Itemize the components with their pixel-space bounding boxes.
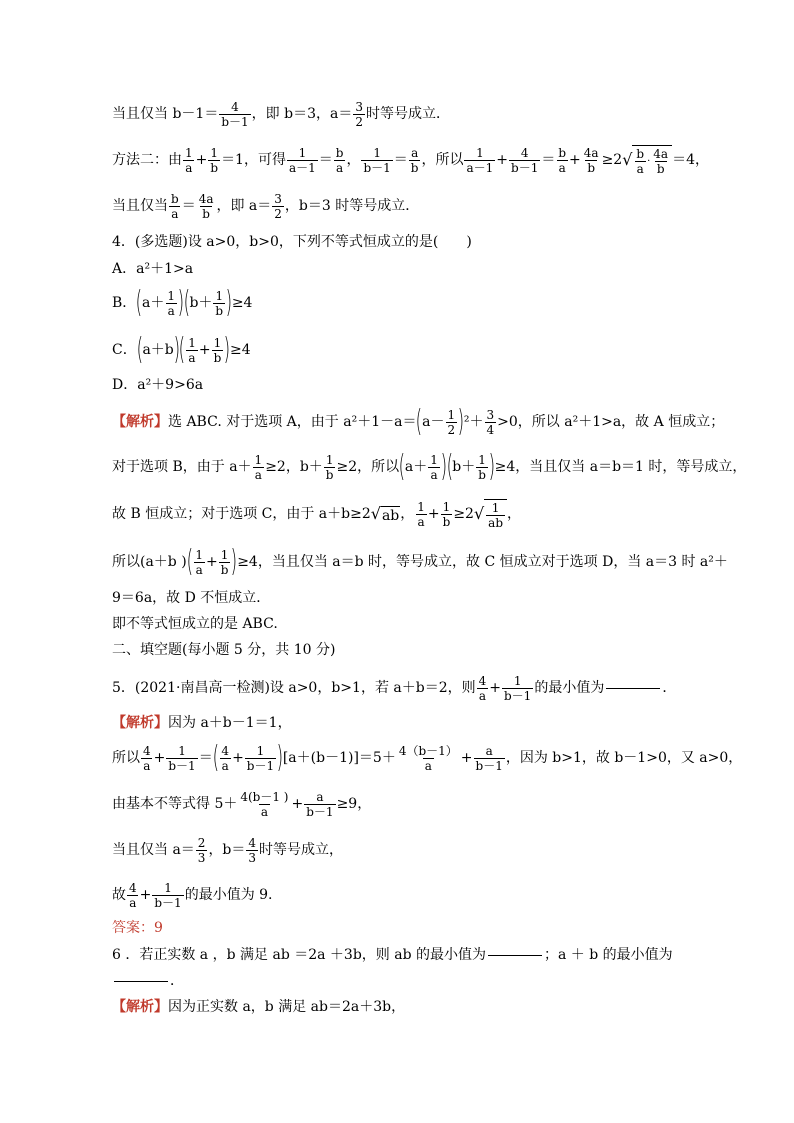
denominator: a bbox=[558, 160, 566, 175]
fraction bbox=[334, 147, 346, 174]
text: ≥4，当且仅当 a＝b 时，等号成立，故 C 恒成立对于选项 D，当 a＝3 时 a²＋ bbox=[237, 554, 728, 570]
fraction bbox=[556, 147, 568, 174]
radicand: $\frac{b}{a}$ · $\frac{4a}{b}$ bbox=[632, 145, 672, 175]
fraction bbox=[476, 454, 488, 481]
denominator: ab bbox=[488, 516, 504, 530]
fraction bbox=[246, 837, 258, 864]
text: ， bbox=[400, 506, 415, 522]
numerator: b bbox=[636, 147, 645, 161]
denominator: 2 bbox=[355, 114, 363, 129]
numerator: a bbox=[316, 789, 324, 804]
denominator: b bbox=[210, 160, 219, 175]
text: ＝ bbox=[541, 152, 556, 168]
denominator: b bbox=[202, 206, 210, 221]
fraction bbox=[502, 675, 533, 702]
fraction bbox=[127, 882, 139, 909]
numerator: 1 bbox=[167, 288, 176, 303]
answer-blank[interactable] bbox=[488, 955, 542, 956]
denominator: 3 bbox=[248, 850, 257, 865]
fraction bbox=[186, 337, 198, 364]
text: ＝ bbox=[198, 750, 213, 766]
fraction bbox=[219, 745, 231, 772]
paren-open: ( bbox=[212, 740, 219, 775]
denominator: a bbox=[171, 206, 179, 221]
denominator: b－1 bbox=[246, 758, 275, 773]
denominator: a bbox=[424, 758, 432, 773]
denominator: b－1 bbox=[475, 758, 503, 773]
paren-open: ( bbox=[183, 285, 190, 320]
denominator: a bbox=[188, 350, 196, 365]
denominator: 2 bbox=[447, 422, 456, 437]
denominator: a bbox=[185, 160, 193, 175]
fraction bbox=[634, 148, 646, 175]
radical-sign-icon: √ bbox=[622, 150, 633, 169]
text: ²＋ bbox=[463, 414, 484, 430]
fraction bbox=[304, 791, 335, 818]
denominator: a bbox=[636, 162, 644, 176]
numerator: 1 bbox=[417, 499, 425, 514]
square-root bbox=[371, 506, 401, 523]
square-root bbox=[474, 499, 507, 529]
denominator: 4 bbox=[486, 422, 495, 437]
paren-open: ( bbox=[179, 332, 186, 367]
text: 时等号成立， bbox=[259, 842, 344, 858]
fraction bbox=[212, 337, 224, 364]
numerator: 1 bbox=[185, 145, 193, 160]
paren-open: ( bbox=[446, 449, 453, 484]
denominator: b bbox=[478, 467, 486, 482]
question-text: 4．(多选题)设 a>0，b>0，下列不等式恒成立的是( ) bbox=[112, 234, 472, 250]
numerator: 1 bbox=[447, 407, 456, 422]
denominator: a bbox=[167, 303, 175, 318]
numerator: 1 bbox=[178, 743, 186, 758]
text: 因为 a＋b－1＝1， bbox=[168, 715, 292, 731]
text: ，b＝ bbox=[208, 842, 246, 858]
numerator: 1 bbox=[325, 452, 334, 467]
text: 方法二：由 bbox=[112, 152, 182, 168]
denominator: b bbox=[213, 350, 222, 365]
text: b＋ bbox=[189, 295, 213, 311]
fraction bbox=[193, 549, 205, 576]
fraction bbox=[485, 409, 497, 436]
fraction bbox=[509, 147, 540, 174]
text: 当且仅当 b－1＝ bbox=[112, 106, 219, 122]
numerator: 4a bbox=[583, 145, 599, 160]
answer-blank[interactable] bbox=[606, 688, 660, 689]
denominator: b－1 bbox=[221, 114, 249, 129]
paren-open: ( bbox=[416, 404, 423, 439]
fraction bbox=[152, 882, 183, 909]
answer-blank[interactable] bbox=[114, 981, 168, 982]
numerator: 3 bbox=[274, 191, 282, 206]
numerator: 1 bbox=[298, 145, 307, 160]
denominator: b－1 bbox=[504, 688, 532, 703]
fraction bbox=[486, 502, 505, 529]
text-line bbox=[112, 184, 419, 228]
option-text: D．a²＋9>6a bbox=[112, 377, 204, 393]
denominator: 2 bbox=[274, 206, 282, 221]
text: 当且仅当 bbox=[112, 198, 168, 214]
fraction bbox=[272, 193, 284, 220]
fraction bbox=[397, 745, 460, 772]
solution-line bbox=[112, 445, 746, 489]
text: + bbox=[460, 750, 473, 766]
text: ≥2 bbox=[453, 506, 474, 522]
text: ；a ＋ b 的最小值为 bbox=[544, 947, 673, 963]
text: ＝1，可得 bbox=[221, 152, 286, 168]
text: a－ bbox=[422, 414, 445, 430]
radicand: ab bbox=[381, 507, 400, 524]
paren-close: ) bbox=[276, 740, 284, 775]
fraction bbox=[166, 745, 197, 772]
denominator: b－1 bbox=[168, 758, 196, 773]
numerator: 2 bbox=[197, 835, 206, 850]
text-line bbox=[112, 92, 450, 136]
fraction bbox=[441, 501, 453, 528]
text: >0，所以 a²＋1>a，故 A 恒成立； bbox=[497, 414, 725, 430]
text: ＝ bbox=[393, 152, 408, 168]
numerator: 4(b－1 ) bbox=[240, 789, 289, 804]
text: ． bbox=[170, 973, 184, 989]
answer-text: 答案：9 bbox=[112, 920, 163, 936]
denominator: b bbox=[587, 160, 595, 175]
paren-close: ) bbox=[440, 449, 447, 484]
solution-line bbox=[112, 400, 724, 444]
numerator: 1 bbox=[213, 335, 222, 350]
solution-line bbox=[112, 996, 405, 1018]
answer-line bbox=[112, 917, 163, 939]
text: ≥4，当且仅当 a＝b＝1 时，等号成立， bbox=[494, 459, 747, 475]
numerator: 4a bbox=[653, 147, 669, 161]
fraction bbox=[183, 147, 195, 174]
text: b＋ bbox=[452, 459, 476, 475]
denominator: a bbox=[195, 562, 203, 577]
numerator: 4a bbox=[198, 191, 214, 206]
text: 9＝6a，故 D 不恒成立． bbox=[112, 590, 271, 606]
solution-line bbox=[112, 587, 270, 609]
numerator: 1 bbox=[373, 145, 381, 160]
text: a＋b bbox=[142, 342, 174, 358]
numerator: 1 bbox=[476, 145, 484, 160]
numerator: 4 bbox=[478, 673, 487, 688]
question-4 bbox=[112, 231, 472, 253]
numerator: 4（b－1） bbox=[398, 743, 458, 758]
text: ≥4 bbox=[231, 295, 253, 311]
solution-line bbox=[112, 613, 278, 635]
paren-open: ( bbox=[398, 449, 406, 484]
denominator: a bbox=[336, 160, 344, 175]
text: 的最小值为 bbox=[534, 680, 605, 696]
numerator: 4 bbox=[248, 835, 257, 850]
paren-close: ) bbox=[173, 332, 180, 367]
numerator: a bbox=[411, 145, 419, 160]
option-c bbox=[112, 328, 251, 372]
numerator: 4 bbox=[520, 145, 529, 160]
text: + bbox=[139, 887, 152, 903]
numerator: 1 bbox=[195, 547, 204, 562]
text: 选 ABC. 对于选项 A，由于 a²＋1－a＝ bbox=[168, 414, 417, 430]
fraction bbox=[238, 791, 290, 818]
option-a bbox=[112, 258, 193, 280]
denominator: b bbox=[220, 562, 229, 577]
analysis-tag: 【解析】 bbox=[112, 999, 168, 1015]
numerator: 1 bbox=[513, 673, 522, 688]
text: 的最小值为 9. bbox=[184, 887, 273, 903]
fraction bbox=[219, 101, 250, 128]
denominator: a bbox=[430, 467, 438, 482]
fraction bbox=[361, 147, 392, 174]
fraction bbox=[651, 148, 670, 175]
square-root bbox=[622, 145, 672, 175]
fraction bbox=[197, 193, 216, 220]
text: 由基本不等式得 5＋ bbox=[112, 796, 238, 812]
text: 所以 bbox=[112, 750, 140, 766]
text: 因为正实数 a，b 满足 ab＝2a＋3b， bbox=[168, 999, 406, 1015]
paren-close: ) bbox=[457, 404, 465, 439]
text: ≥4 bbox=[229, 342, 251, 358]
fraction bbox=[165, 290, 177, 317]
denominator: a bbox=[143, 758, 151, 773]
question-5 bbox=[112, 666, 676, 710]
numerator: 4 bbox=[231, 99, 239, 114]
text: + bbox=[195, 152, 208, 168]
radicand bbox=[484, 499, 507, 529]
denominator: b bbox=[325, 467, 334, 482]
paren-close: ) bbox=[225, 285, 233, 320]
text: ＝ bbox=[318, 152, 333, 168]
text: ， bbox=[507, 506, 522, 522]
denominator: b－1 bbox=[154, 895, 182, 910]
text: + bbox=[198, 342, 211, 358]
text: ，b＝3 时等号成立． bbox=[284, 198, 420, 214]
text: a＋ bbox=[404, 459, 428, 475]
question-6-continued bbox=[112, 970, 184, 992]
numerator: b bbox=[335, 145, 344, 160]
fraction bbox=[208, 147, 220, 174]
text: + bbox=[232, 750, 244, 766]
denominator: a bbox=[221, 758, 229, 773]
section-title: 二、填空题(每小题 5 分，共 10 分) bbox=[112, 642, 336, 658]
analysis-tag: 【解析】 bbox=[112, 414, 168, 430]
text: ＝ bbox=[181, 198, 196, 214]
text: + bbox=[427, 506, 440, 522]
text: + bbox=[206, 554, 218, 570]
paren-close: ) bbox=[231, 544, 238, 579]
denominator: 3 bbox=[197, 850, 206, 865]
radical-sign-icon: √ bbox=[370, 504, 381, 523]
text: ＝4， bbox=[672, 152, 709, 168]
text: + bbox=[496, 152, 509, 168]
paren-open: ( bbox=[136, 332, 143, 367]
text: 故 bbox=[112, 887, 126, 903]
solution-line bbox=[112, 736, 742, 780]
fraction bbox=[446, 409, 458, 436]
fraction bbox=[253, 454, 265, 481]
text: 即不等式恒成立的是 ABC. bbox=[112, 616, 278, 632]
text: ，即 a＝ bbox=[216, 198, 272, 214]
denominator: b bbox=[215, 303, 224, 318]
text: a＋ bbox=[142, 295, 165, 311]
fraction bbox=[582, 147, 601, 174]
numerator: 1 bbox=[442, 499, 451, 514]
section-heading bbox=[112, 639, 335, 661]
text: 对于选项 B，由于 a＋ bbox=[112, 459, 252, 475]
analysis-tag: 【解析】 bbox=[112, 715, 168, 731]
paren-close: ) bbox=[223, 332, 231, 367]
text: 当且仅当 a＝ bbox=[112, 842, 195, 858]
numerator: 1 bbox=[164, 880, 172, 895]
fraction bbox=[428, 454, 440, 481]
numerator: 4 bbox=[143, 743, 151, 758]
text: 故 B 恒成立；对于选项 C，由于 a＋b≥2 bbox=[112, 506, 371, 522]
text: 所以(a＋b ) bbox=[112, 554, 187, 570]
text: 5．(2021·南昌高一检测)设 a>0，b>1，若 a＋b＝2，则 bbox=[112, 680, 476, 696]
paren-close: ) bbox=[488, 449, 496, 484]
text: + bbox=[153, 750, 166, 766]
solution-line bbox=[112, 782, 371, 826]
fraction bbox=[415, 501, 427, 528]
denominator: b bbox=[656, 162, 665, 176]
text: ≥2，所以 bbox=[336, 459, 400, 475]
text: + bbox=[291, 796, 304, 812]
denominator: a bbox=[478, 688, 487, 703]
option-b bbox=[112, 281, 252, 325]
denominator: b－1 bbox=[363, 160, 391, 175]
solution-line bbox=[112, 540, 728, 584]
denominator: a bbox=[417, 514, 425, 529]
denominator: a bbox=[129, 895, 137, 910]
radical-sign-icon: √ bbox=[473, 504, 485, 523]
numerator: 1 bbox=[215, 288, 224, 303]
fraction bbox=[169, 193, 181, 220]
numerator: 1 bbox=[478, 452, 486, 467]
text: ， bbox=[346, 152, 361, 168]
option-text: A．a²＋1>a bbox=[112, 261, 194, 277]
numerator: 1 bbox=[210, 145, 219, 160]
denominator: b－1 bbox=[511, 160, 539, 175]
denominator: a bbox=[260, 804, 268, 819]
numerator: b bbox=[558, 145, 567, 160]
text: ≥9， bbox=[336, 796, 372, 812]
fraction bbox=[213, 290, 225, 317]
fraction bbox=[409, 147, 421, 174]
solution-line bbox=[112, 492, 521, 536]
fraction bbox=[245, 745, 276, 772]
text: + bbox=[489, 680, 501, 696]
question-6 bbox=[112, 944, 673, 966]
text: 时等号成立． bbox=[365, 106, 450, 122]
numerator: 1 bbox=[491, 501, 500, 515]
denominator: b－1 bbox=[306, 804, 334, 819]
numerator: 1 bbox=[220, 547, 229, 562]
denominator: a bbox=[254, 467, 262, 482]
text: 6 ．若正实数 a ，b 满足 ab ＝2a ＋3b，则 ab 的最小值为 bbox=[112, 947, 487, 963]
solution-line bbox=[112, 873, 273, 917]
text: ，因为 b>1，故 b－1>0，又 a>0， bbox=[505, 750, 743, 766]
fraction bbox=[464, 147, 495, 174]
numerator: a bbox=[485, 743, 493, 758]
fraction bbox=[287, 147, 318, 174]
numerator: 1 bbox=[188, 335, 196, 350]
fraction bbox=[141, 745, 153, 772]
text: ≥2 bbox=[601, 152, 623, 168]
text-line bbox=[112, 138, 709, 182]
numerator: b bbox=[171, 191, 179, 206]
option-label: C． bbox=[112, 342, 137, 358]
text: + bbox=[569, 152, 581, 168]
fraction bbox=[219, 549, 231, 576]
solution-line bbox=[112, 828, 343, 872]
denominator: a－1 bbox=[466, 160, 494, 175]
numerator: 4 bbox=[221, 743, 230, 758]
numerator: 3 bbox=[486, 407, 495, 422]
solution-line bbox=[112, 712, 292, 734]
fraction bbox=[474, 745, 505, 772]
paren-close: ) bbox=[177, 285, 185, 320]
text: ，即 b＝3，a＝ bbox=[251, 106, 353, 122]
text: ． bbox=[662, 680, 677, 696]
numerator: 1 bbox=[254, 452, 263, 467]
fraction bbox=[196, 837, 208, 864]
numerator: 1 bbox=[430, 452, 438, 467]
option-d bbox=[112, 374, 203, 396]
denominator: b bbox=[410, 160, 419, 175]
text: ≥2，b＋ bbox=[265, 459, 323, 475]
numerator: 4 bbox=[129, 880, 137, 895]
text: ，所以 bbox=[421, 152, 464, 168]
paren-open: ( bbox=[135, 285, 143, 320]
fraction bbox=[353, 101, 365, 128]
fraction bbox=[324, 454, 336, 481]
paren-open: ( bbox=[186, 544, 193, 579]
numerator: 3 bbox=[355, 99, 363, 114]
denominator: b bbox=[442, 514, 451, 529]
fraction bbox=[477, 675, 489, 702]
text: [a＋(b－1)]＝5＋ bbox=[282, 750, 396, 766]
numerator: 1 bbox=[256, 743, 265, 758]
denominator: a－1 bbox=[288, 160, 316, 175]
option-label: B． bbox=[112, 295, 137, 311]
